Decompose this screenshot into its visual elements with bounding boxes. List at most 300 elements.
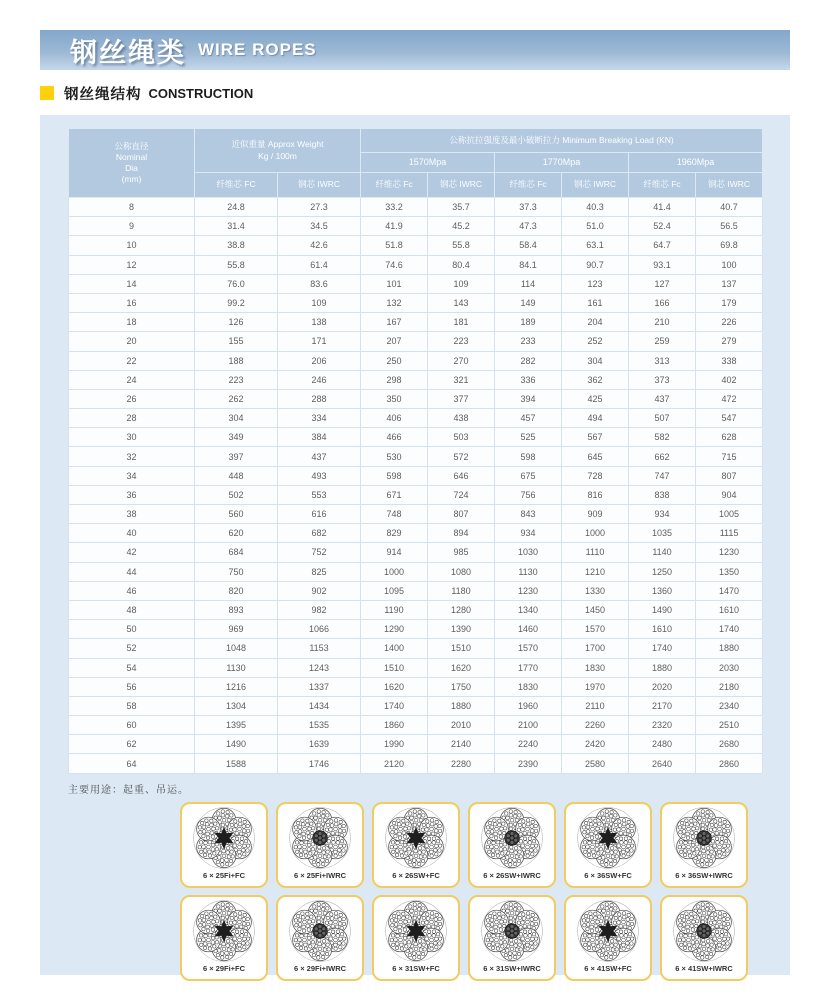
- rope-card-label: 6 × 31SW+IWRC: [483, 963, 541, 973]
- rope-card-label: 6 × 36SW+FC: [584, 870, 632, 880]
- cell-value: 560: [195, 505, 278, 524]
- cell-value: 1750: [428, 677, 495, 696]
- cell-diameter: 34: [69, 466, 195, 485]
- cell-value: 56.5: [696, 217, 763, 236]
- cell-value: 51.0: [562, 217, 629, 236]
- rope-card: [180, 895, 268, 981]
- table-row: [69, 409, 763, 428]
- cell-value: 425: [562, 389, 629, 408]
- cell-value: 334: [278, 409, 361, 428]
- rope-card: [564, 802, 652, 888]
- cell-diameter: 16: [69, 293, 195, 312]
- cell-value: 37.3: [495, 198, 562, 217]
- rope-section-gallery: [180, 802, 760, 981]
- cell-value: 684: [195, 543, 278, 562]
- table-row: [69, 447, 763, 466]
- cell-value: 1337: [278, 677, 361, 696]
- cell-value: 969: [195, 620, 278, 639]
- cell-value: 1639: [278, 735, 361, 754]
- cell-value: 40.3: [562, 198, 629, 217]
- cell-value: 64.7: [629, 236, 696, 255]
- cell-value: 69.8: [696, 236, 763, 255]
- rope-cross-section-icon: [190, 899, 258, 963]
- cell-value: 41.9: [361, 217, 428, 236]
- sub-header-1960-iwrc: 钢芯 IWRC: [696, 173, 763, 198]
- cell-value: 1510: [361, 658, 428, 677]
- cell-value: 1830: [495, 677, 562, 696]
- cell-value: 2580: [562, 754, 629, 773]
- cell-value: 126: [195, 313, 278, 332]
- cell-diameter: 40: [69, 524, 195, 543]
- cell-value: 2510: [696, 716, 763, 735]
- cell-value: 1250: [629, 562, 696, 581]
- rope-card-label: 6 × 31SW+FC: [392, 963, 440, 973]
- sub-header-1770-iwrc: 钢芯 IWRC: [562, 173, 629, 198]
- cell-value: 1620: [361, 677, 428, 696]
- cell-value: 507: [629, 409, 696, 428]
- cell-value: 1460: [495, 620, 562, 639]
- col-header-breaking-load: 公称抗拉强度及最小破断拉力 Minimum Breaking Load (KN): [361, 129, 763, 153]
- cell-diameter: 56: [69, 677, 195, 696]
- cell-value: 2860: [696, 754, 763, 773]
- cell-value: 204: [562, 313, 629, 332]
- cell-value: 2100: [495, 716, 562, 735]
- cell-value: 223: [195, 370, 278, 389]
- cell-value: 616: [278, 505, 361, 524]
- cell-value: 55.8: [195, 255, 278, 274]
- cell-value: 270: [428, 351, 495, 370]
- cell-value: 2480: [629, 735, 696, 754]
- cell-value: 42.6: [278, 236, 361, 255]
- cell-value: 262: [195, 389, 278, 408]
- cell-value: 1180: [428, 581, 495, 600]
- cell-value: 934: [629, 505, 696, 524]
- cell-value: 288: [278, 389, 361, 408]
- cell-value: 572: [428, 447, 495, 466]
- cell-value: 1230: [696, 543, 763, 562]
- rope-cross-section-icon: [286, 899, 354, 963]
- cell-value: 282: [495, 351, 562, 370]
- table-row: [69, 274, 763, 293]
- cell-value: 1000: [361, 562, 428, 581]
- cell-value: 304: [562, 351, 629, 370]
- cell-value: 41.4: [629, 198, 696, 217]
- cell-value: 525: [495, 428, 562, 447]
- grade-header-1960: 1960Mpa: [629, 153, 763, 173]
- section-title-en: CONSTRUCTION: [148, 85, 254, 101]
- sub-header-weight-fc: 纤维芯 FC: [195, 173, 278, 198]
- cell-diameter: 24: [69, 370, 195, 389]
- table-row: [69, 485, 763, 504]
- sub-header-weight-iwrc: 钢芯 IWRC: [278, 173, 361, 198]
- cell-value: 2180: [696, 677, 763, 696]
- cell-value: 437: [629, 389, 696, 408]
- cell-value: 1216: [195, 677, 278, 696]
- section-title-zh: 钢丝绳结构: [64, 86, 142, 103]
- cell-value: 675: [495, 466, 562, 485]
- cell-value: 894: [428, 524, 495, 543]
- cell-value: 1000: [562, 524, 629, 543]
- cell-value: 51.8: [361, 236, 428, 255]
- table-row: [69, 505, 763, 524]
- cell-value: 31.4: [195, 217, 278, 236]
- cell-value: 494: [562, 409, 629, 428]
- cell-value: 1390: [428, 620, 495, 639]
- cell-value: 63.1: [562, 236, 629, 255]
- dia-header-zh: 公称直径: [114, 140, 149, 151]
- cell-value: 1700: [562, 639, 629, 658]
- cell-value: 1030: [495, 543, 562, 562]
- cell-value: 90.7: [562, 255, 629, 274]
- rope-card-label: 6 × 25Fi+IWRC: [293, 870, 347, 880]
- cell-value: 1570: [495, 639, 562, 658]
- cell-value: 752: [278, 543, 361, 562]
- dia-header-en3: (mm): [121, 174, 142, 185]
- cell-diameter: 32: [69, 447, 195, 466]
- cell-value: 724: [428, 485, 495, 504]
- cell-value: 279: [696, 332, 763, 351]
- cell-value: 825: [278, 562, 361, 581]
- table-row: [69, 543, 763, 562]
- rope-cross-section-icon: [478, 899, 546, 963]
- cell-value: 1434: [278, 696, 361, 715]
- cell-value: 682: [278, 524, 361, 543]
- cell-value: 74.6: [361, 255, 428, 274]
- page-title-zh: 钢丝绳类: [70, 37, 186, 68]
- cell-value: 338: [696, 351, 763, 370]
- cell-value: 1450: [562, 600, 629, 619]
- cell-value: 982: [278, 600, 361, 619]
- cell-value: 384: [278, 428, 361, 447]
- cell-diameter: 12: [69, 255, 195, 274]
- cell-value: 530: [361, 447, 428, 466]
- cell-value: 914: [361, 543, 428, 562]
- cell-value: 838: [629, 485, 696, 504]
- cell-value: 1340: [495, 600, 562, 619]
- cell-value: 1130: [495, 562, 562, 581]
- rope-card-label: 6 × 29Fi+FC: [202, 963, 246, 973]
- cell-value: 750: [195, 562, 278, 581]
- cell-value: 2280: [428, 754, 495, 773]
- cell-value: 1005: [696, 505, 763, 524]
- cell-diameter: 8: [69, 198, 195, 217]
- table-row: [69, 255, 763, 274]
- cell-value: 33.2: [361, 198, 428, 217]
- col-header-nominal-dia: [69, 129, 195, 198]
- cell-value: 2120: [361, 754, 428, 773]
- cell-value: 246: [278, 370, 361, 389]
- cell-value: 662: [629, 447, 696, 466]
- cell-value: 904: [696, 485, 763, 504]
- cell-diameter: 20: [69, 332, 195, 351]
- cell-diameter: 44: [69, 562, 195, 581]
- cell-value: 715: [696, 447, 763, 466]
- table-row: [69, 332, 763, 351]
- cell-value: 2240: [495, 735, 562, 754]
- cell-diameter: 46: [69, 581, 195, 600]
- cell-value: 598: [361, 466, 428, 485]
- cell-value: 27.3: [278, 198, 361, 217]
- rope-cross-section-icon: [574, 899, 642, 963]
- cell-value: 132: [361, 293, 428, 312]
- cell-diameter: 62: [69, 735, 195, 754]
- rope-card-label: 6 × 29Fi+IWRC: [293, 963, 347, 973]
- cell-diameter: 14: [69, 274, 195, 293]
- cell-value: 171: [278, 332, 361, 351]
- table-row: [69, 428, 763, 447]
- cell-value: 1740: [629, 639, 696, 658]
- cell-value: 1746: [278, 754, 361, 773]
- cell-value: 1490: [629, 600, 696, 619]
- cell-value: 161: [562, 293, 629, 312]
- cell-diameter: 52: [69, 639, 195, 658]
- cell-value: 166: [629, 293, 696, 312]
- cell-value: 503: [428, 428, 495, 447]
- cell-value: 373: [629, 370, 696, 389]
- sub-header-1770-fc: 纤维芯 Fc: [495, 173, 562, 198]
- cell-value: 645: [562, 447, 629, 466]
- cell-value: 1990: [361, 735, 428, 754]
- cell-value: 1115: [696, 524, 763, 543]
- table-row: [69, 716, 763, 735]
- cell-value: 1304: [195, 696, 278, 715]
- cell-value: 1035: [629, 524, 696, 543]
- sub-header-1960-fc: 纤维芯 Fc: [629, 173, 696, 198]
- cell-value: 38.8: [195, 236, 278, 255]
- rope-card-label: 6 × 36SW+IWRC: [675, 870, 733, 880]
- cell-value: 2020: [629, 677, 696, 696]
- cell-value: 1470: [696, 581, 763, 600]
- grade-header-1770: 1770Mpa: [495, 153, 629, 173]
- cell-value: 843: [495, 505, 562, 524]
- rope-card: [372, 802, 460, 888]
- cell-value: 35.7: [428, 198, 495, 217]
- rope-card: [660, 802, 748, 888]
- cell-value: 149: [495, 293, 562, 312]
- cell-value: 2140: [428, 735, 495, 754]
- cell-value: 397: [195, 447, 278, 466]
- cell-value: 100: [696, 255, 763, 274]
- cell-value: 553: [278, 485, 361, 504]
- cell-value: 1190: [361, 600, 428, 619]
- rope-card-label: 6 × 41SW+FC: [584, 963, 632, 973]
- rope-cross-section-icon: [190, 806, 258, 870]
- cell-value: 1130: [195, 658, 278, 677]
- cell-value: 1243: [278, 658, 361, 677]
- cell-value: 893: [195, 600, 278, 619]
- cell-diameter: 42: [69, 543, 195, 562]
- cell-value: 1770: [495, 658, 562, 677]
- cell-value: 155: [195, 332, 278, 351]
- table-row: [69, 198, 763, 217]
- cell-value: 1230: [495, 581, 562, 600]
- cell-value: 628: [696, 428, 763, 447]
- cell-value: 99.2: [195, 293, 278, 312]
- cell-diameter: 58: [69, 696, 195, 715]
- cell-value: 179: [696, 293, 763, 312]
- cell-diameter: 48: [69, 600, 195, 619]
- table-row: [69, 370, 763, 389]
- cell-value: 747: [629, 466, 696, 485]
- cell-value: 207: [361, 332, 428, 351]
- cell-value: 114: [495, 274, 562, 293]
- cell-value: 143: [428, 293, 495, 312]
- cell-value: 646: [428, 466, 495, 485]
- cell-diameter: 36: [69, 485, 195, 504]
- cell-value: 1860: [361, 716, 428, 735]
- cell-value: 188: [195, 351, 278, 370]
- table-row: [69, 658, 763, 677]
- cell-value: 109: [428, 274, 495, 293]
- cell-value: 748: [361, 505, 428, 524]
- cell-value: 820: [195, 581, 278, 600]
- cell-diameter: 26: [69, 389, 195, 408]
- cell-value: 1048: [195, 639, 278, 658]
- rope-card: [180, 802, 268, 888]
- catalog-page: [40, 30, 790, 975]
- cell-value: 24.8: [195, 198, 278, 217]
- cell-value: 123: [562, 274, 629, 293]
- weight-header-line1: 近似重量 Approx Weight: [231, 139, 324, 150]
- cell-value: 728: [562, 466, 629, 485]
- sub-header-1570-fc: 纤维芯 Fc: [361, 173, 428, 198]
- cell-value: 2390: [495, 754, 562, 773]
- cell-value: 807: [428, 505, 495, 524]
- cell-value: 1360: [629, 581, 696, 600]
- cell-value: 902: [278, 581, 361, 600]
- cell-value: 1960: [495, 696, 562, 715]
- cell-value: 313: [629, 351, 696, 370]
- table-row: [69, 677, 763, 696]
- rope-card: [276, 895, 364, 981]
- cell-value: 226: [696, 313, 763, 332]
- cell-value: 1153: [278, 639, 361, 658]
- cell-value: 1610: [696, 600, 763, 619]
- cell-value: 336: [495, 370, 562, 389]
- cell-value: 2420: [562, 735, 629, 754]
- cell-value: 61.4: [278, 255, 361, 274]
- rope-card-label: 6 × 26SW+FC: [392, 870, 440, 880]
- cell-value: 76.0: [195, 274, 278, 293]
- dia-header-en2: Dia: [125, 163, 138, 173]
- cell-value: 138: [278, 313, 361, 332]
- cell-value: 45.2: [428, 217, 495, 236]
- cell-value: 598: [495, 447, 562, 466]
- cell-value: 101: [361, 274, 428, 293]
- cell-value: 1970: [562, 677, 629, 696]
- rope-card: [276, 802, 364, 888]
- table-row: [69, 313, 763, 332]
- cell-value: 437: [278, 447, 361, 466]
- cell-value: 1740: [361, 696, 428, 715]
- table-row: [69, 754, 763, 773]
- cell-diameter: 28: [69, 409, 195, 428]
- cell-value: 1330: [562, 581, 629, 600]
- cell-diameter: 18: [69, 313, 195, 332]
- rope-card: [372, 895, 460, 981]
- cell-value: 756: [495, 485, 562, 504]
- cell-value: 2170: [629, 696, 696, 715]
- cell-value: 547: [696, 409, 763, 428]
- cell-value: 223: [428, 332, 495, 351]
- cell-value: 2320: [629, 716, 696, 735]
- cell-value: 567: [562, 428, 629, 447]
- cell-value: 210: [629, 313, 696, 332]
- cell-value: 406: [361, 409, 428, 428]
- cell-value: 448: [195, 466, 278, 485]
- table-row: [69, 562, 763, 581]
- cell-value: 1880: [428, 696, 495, 715]
- table-row: [69, 581, 763, 600]
- cell-value: 1620: [428, 658, 495, 677]
- cell-value: 620: [195, 524, 278, 543]
- cell-value: 493: [278, 466, 361, 485]
- cell-value: 55.8: [428, 236, 495, 255]
- cell-value: 1880: [696, 639, 763, 658]
- rope-card-label: 6 × 26SW+IWRC: [483, 870, 541, 880]
- dia-header-en1: Nominal: [115, 151, 148, 162]
- cell-value: 52.4: [629, 217, 696, 236]
- page-title-en: WIRE ROPES: [198, 40, 317, 59]
- cell-diameter: 9: [69, 217, 195, 236]
- cell-diameter: 54: [69, 658, 195, 677]
- cell-value: 1535: [278, 716, 361, 735]
- cell-value: 1400: [361, 639, 428, 658]
- table-row: [69, 600, 763, 619]
- table-row: [69, 217, 763, 236]
- cell-value: 259: [629, 332, 696, 351]
- cell-value: 472: [696, 389, 763, 408]
- cell-value: 1510: [428, 639, 495, 658]
- cell-value: 206: [278, 351, 361, 370]
- rope-cross-section-icon: [478, 806, 546, 870]
- weight-header-line2: Kg / 100m: [258, 150, 297, 161]
- cell-value: 233: [495, 332, 562, 351]
- cell-value: 181: [428, 313, 495, 332]
- cell-value: 1290: [361, 620, 428, 639]
- cell-value: 985: [428, 543, 495, 562]
- cell-value: 1110: [562, 543, 629, 562]
- rope-cross-section-icon: [670, 806, 738, 870]
- cell-value: 1570: [562, 620, 629, 639]
- cell-value: 438: [428, 409, 495, 428]
- cell-value: 402: [696, 370, 763, 389]
- cell-value: 502: [195, 485, 278, 504]
- table-row: [69, 389, 763, 408]
- cell-value: 58.4: [495, 236, 562, 255]
- cell-value: 189: [495, 313, 562, 332]
- cell-value: 934: [495, 524, 562, 543]
- cell-value: 1395: [195, 716, 278, 735]
- rope-cross-section-icon: [574, 806, 642, 870]
- table-row: [69, 524, 763, 543]
- rope-card: [660, 895, 748, 981]
- cell-value: 909: [562, 505, 629, 524]
- cell-value: 127: [629, 274, 696, 293]
- cell-value: 2260: [562, 716, 629, 735]
- cell-value: 349: [195, 428, 278, 447]
- cell-value: 829: [361, 524, 428, 543]
- col-header-approx-weight: [195, 129, 361, 173]
- page-banner: [40, 30, 790, 70]
- cell-value: 167: [361, 313, 428, 332]
- cell-value: 362: [562, 370, 629, 389]
- cell-value: 298: [361, 370, 428, 389]
- rope-card: [468, 802, 556, 888]
- table-row: [69, 735, 763, 754]
- cell-diameter: 38: [69, 505, 195, 524]
- table-row: [69, 620, 763, 639]
